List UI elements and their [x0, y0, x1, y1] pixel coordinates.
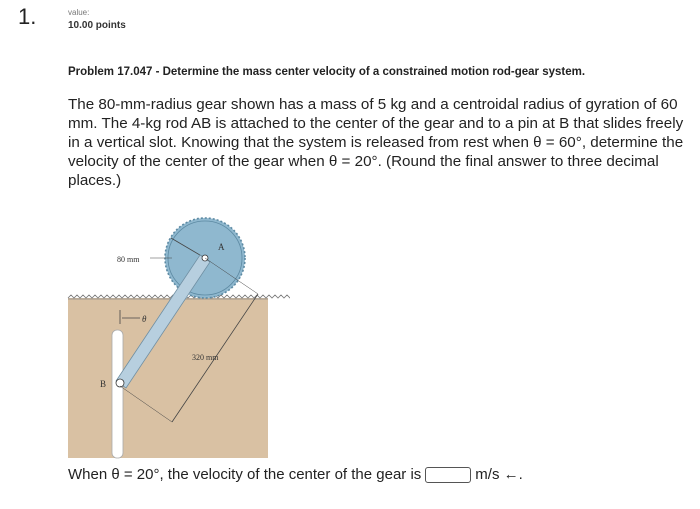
- answer-input[interactable]: [425, 467, 471, 483]
- vertical-slot: [112, 330, 123, 458]
- answer-unit: m/s ←.: [475, 466, 523, 483]
- problem-figure: [60, 200, 290, 460]
- pin-B: [116, 379, 124, 387]
- answer-row: [68, 466, 523, 483]
- point-A-label: A: [218, 242, 225, 252]
- question-number: 1.: [18, 4, 37, 29]
- point-B-label: B: [100, 379, 107, 389]
- radius-label: 80 mm: [117, 255, 140, 264]
- length-label: 320 mm: [192, 353, 219, 362]
- theta-label: θ: [142, 314, 147, 324]
- problem-text: The 80-mm-radius gear shown has a mass of 5 kg and a centroidal radius of gyration of 60 mm. The 4-kg rod AB is attached to the center of the gear and to a pin at B that slides freely in a vertical slot. Knowing that the system is released from rest when θ = 60°, determine the velocity of the center of the gear when θ = 20°. (Round the final answer to three decimal places.): [68, 96, 684, 189]
- answer-prefix: When θ = 20°, the velocity of the center of the gear is: [68, 466, 422, 483]
- problem-title: Problem 17.047 - Determine the mass center velocity of a constrained motion rod-gear system.: [68, 66, 586, 78]
- points-label: 10.00 points: [68, 20, 126, 31]
- value-label: value:: [68, 8, 90, 17]
